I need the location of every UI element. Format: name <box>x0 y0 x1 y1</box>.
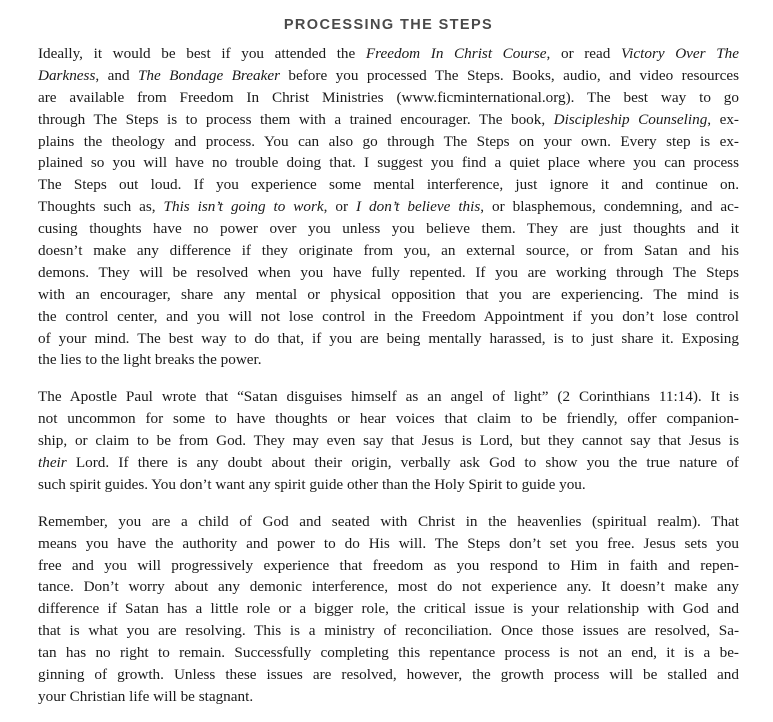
section-heading: PROCESSING THE STEPS <box>283 17 494 33</box>
italic-text: Freedom In Christ Course <box>365 45 547 62</box>
paragraph-2 <box>38 386 739 495</box>
text-line <box>38 218 739 240</box>
italic-text: Discipleship Counseling <box>553 110 708 128</box>
text-run: , and <box>95 66 138 84</box>
text-line <box>38 430 739 452</box>
text-run: tan has no right to remain. Successfully completing this repentance process is not an end, it is a be- <box>38 644 739 662</box>
text-run: of your mind. The best way to do that, if you are being mentally harassed, is to just share it. Exposing <box>38 329 739 347</box>
text-line <box>38 664 739 686</box>
text-run: are available from Freedom In Christ Ministries (www.ficminternational.org). The best way to go <box>38 88 739 106</box>
text-line <box>38 131 739 153</box>
text-line <box>38 262 739 284</box>
text-run: , ex- <box>707 110 739 128</box>
text-run: ship, or claim to be from God. They may even say that Jesus is Lord, but they cannot say that Jesus is <box>38 432 739 450</box>
text-run: means you have the authority and power to do His will. The Steps don’t set you free. Jesus sets you <box>38 534 739 552</box>
text-line <box>38 349 739 371</box>
text-run: demons. They will be resolved when you have fully repented. If you are working through The Steps <box>38 263 739 281</box>
text-run: The Steps out loud. If you experience some mental interference, just ignore it and continue on. <box>38 176 739 194</box>
text-line <box>38 386 739 408</box>
text-run: Thoughts such as, <box>38 198 164 216</box>
text-line <box>38 87 739 109</box>
text-run: , or <box>323 198 357 216</box>
text-run: the control center, and you will not lose control in the Freedom Appointment if you don’t lose control <box>38 307 739 325</box>
text-line <box>38 284 739 306</box>
text-line <box>38 576 739 598</box>
italic-text: Darkness <box>38 66 96 84</box>
text-run: ginning of growth. Unless these issues are resolved, however, the growth process will be stalled and <box>38 666 739 684</box>
text-line <box>38 174 739 196</box>
text-run: , or read <box>546 45 622 62</box>
text-line <box>38 306 739 328</box>
text-line <box>38 196 739 218</box>
text-line <box>38 533 739 555</box>
text-run: doesn’t make any difference if they originate from you, an external source, or from Satan and his <box>38 242 739 260</box>
text-line <box>38 555 739 577</box>
text-run: tance. Don’t worry about any demonic interference, most do not experience any. It doesn’t make any <box>38 578 739 596</box>
text-line <box>38 109 739 131</box>
text-line <box>38 328 739 350</box>
text-run: not uncommon for some to have thoughts or hear voices that claim to be friendly, offer companion- <box>38 410 739 428</box>
text-line <box>38 452 739 474</box>
text-line <box>38 65 739 87</box>
text-run: with an encourager, share any mental or physical opposition that you are experiencing. The mind is <box>38 285 739 303</box>
text-run: such spirit guides. You don’t want any spirit guide other than the Holy Spirit to guide you. <box>38 475 586 493</box>
text-line <box>38 152 739 174</box>
text-run: before you processed The Steps. Books, audio, and video resources <box>279 66 740 84</box>
text-line <box>38 598 739 620</box>
text-run: free and you will progressively experience that freedom as you respond to Him in faith and repen- <box>38 556 739 574</box>
italic-text: Victory Over The <box>621 45 739 62</box>
text-run: , or blasphemous, condemning, and ac- <box>480 198 739 216</box>
text-line <box>38 620 739 642</box>
text-line <box>38 686 739 708</box>
italic-text: The Bondage Breaker <box>137 66 280 84</box>
italic-text: I don’t believe this <box>356 198 481 216</box>
text-line <box>38 642 739 664</box>
paragraph-3 <box>38 511 739 708</box>
text-line <box>38 408 739 430</box>
text-line <box>38 511 739 533</box>
text-run: Remember, you are a child of God and seated with Christ in the heavenlies (spiritual realm). That <box>38 512 739 530</box>
text-run: plained so you will have no trouble doing that. I suggest you find a quiet place where you can process <box>38 154 739 172</box>
text-run: that is what you are resolving. This is a ministry of reconciliation. Once those issues are resolved, Sa- <box>38 622 739 640</box>
text-run: Ideally, it would be best if you attended the <box>38 45 366 62</box>
text-line <box>38 240 739 262</box>
italic-text: their <box>38 454 67 472</box>
text-run: your Christian life will be stagnant. <box>38 687 254 705</box>
text-run: plains the theology and process. You can also go through The Steps on your own. Every step is ex- <box>38 132 739 150</box>
text-run: cusing thoughts have no power over you unless you believe them. They are just thoughts and it <box>38 220 739 238</box>
paragraph-1 <box>38 43 739 371</box>
text-run: through The Steps is to process them with a trained encourager. The book, <box>38 110 554 128</box>
italic-text: This isn’t going to work <box>163 198 324 216</box>
text-run: difference if Satan has a little role or a bigger role, the critical issue is your relationship with God and <box>38 600 739 618</box>
text-run: Lord. If there is any doubt about their origin, verbally ask God to show you the true nature of <box>66 454 739 472</box>
text-run: the lies to the light breaks the power. <box>38 351 262 369</box>
text-run: The Apostle Paul wrote that “Satan disguises himself as an angel of light” (2 Corinthians 11:14). It is <box>38 388 739 406</box>
text-line <box>38 474 739 496</box>
text-line <box>38 43 739 65</box>
